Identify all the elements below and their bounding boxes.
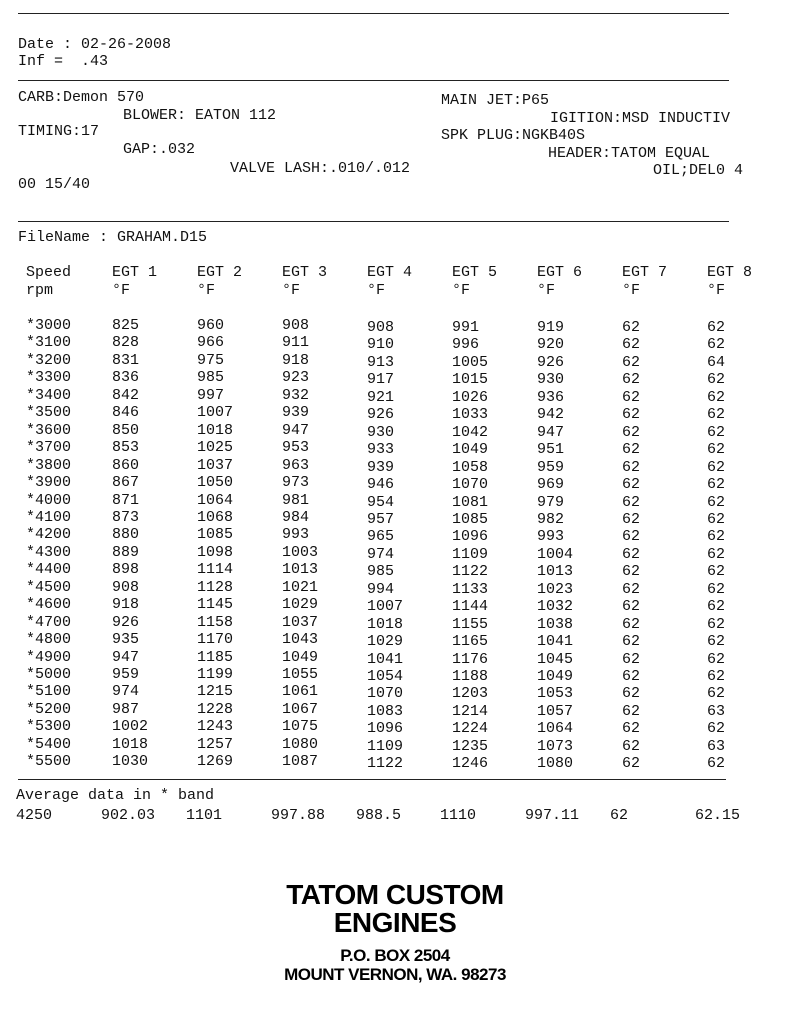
egt-cell: 63 [707,738,726,755]
egt-cell: 62 [622,633,641,650]
egt-cell: 1096 [452,528,489,545]
egt-cell: 1029 [282,596,319,613]
egt-cell: 930 [367,424,395,441]
egt-cell: 1070 [452,476,489,493]
egt-cell: 991 [452,319,480,336]
egt-cell: 908 [112,579,140,596]
egt-cell: 867 [112,474,140,491]
egt-cell: 1199 [197,666,234,683]
ignition-setting: IGITION:MSD INDUCTIV [550,110,731,127]
egt-cell: 62 [707,598,726,615]
egt-cell: 860 [112,457,140,474]
egt-cell: 1007 [197,404,234,421]
average-label: Average data in * band [16,787,215,804]
egt-cell: 62 [622,511,641,528]
egt-cell: 1133 [452,581,489,598]
egt-cell: 62 [622,703,641,720]
egt-cell: 62 [622,389,641,406]
egt-cell: 1109 [367,738,404,755]
egt-cell: 62 [707,528,726,545]
egt-cell: 62 [707,651,726,668]
egt-cell: 1025 [197,439,234,456]
egt-cell: 836 [112,369,140,386]
egt-cell: 1005 [452,354,489,371]
egt-cell: 62 [622,424,641,441]
rpm-cell: *5100 [26,683,72,700]
egt-cell: 1067 [282,701,319,718]
valve-lash-setting: VALVE LASH:.010/.012 [230,160,411,177]
egt-cell: 966 [197,334,225,351]
egt-cell: 1176 [452,651,489,668]
inf-line: Inf = .43 [18,53,109,70]
average-cell: 4250 [16,807,53,824]
rpm-cell: *4300 [26,544,72,561]
egt-cell: 1080 [537,755,574,772]
column-header: EGT 8 [707,264,753,281]
egt-cell: 910 [367,336,395,353]
egt-cell: 62 [707,406,726,423]
average-cell: 62.15 [695,807,741,824]
egt-cell: 1018 [367,616,404,633]
average-cell: 997.11 [525,807,580,824]
rpm-cell: *3900 [26,474,72,491]
egt-cell: 1049 [282,649,319,666]
egt-cell: 1049 [537,668,574,685]
average-cell: 1101 [186,807,223,824]
egt-cell: 63 [707,703,726,720]
egt-cell: 908 [367,319,395,336]
egt-cell: 1042 [452,424,489,441]
egt-cell: 1064 [197,492,234,509]
egt-cell: 62 [707,511,726,528]
column-header: EGT 4 [367,264,413,281]
egt-cell: 973 [282,474,310,491]
egt-cell: 1004 [537,546,574,563]
egt-cell: 1013 [537,563,574,580]
egt-cell: 1064 [537,720,574,737]
average-rule [18,779,726,780]
egt-cell: 1122 [452,563,489,580]
egt-cell: 1003 [282,544,319,561]
egt-cell: 969 [537,476,565,493]
egt-cell: 1087 [282,753,319,770]
egt-cell: 947 [282,422,310,439]
egt-cell: 908 [282,317,310,334]
egt-cell: 62 [622,371,641,388]
egt-cell: 1018 [112,736,149,753]
egt-cell: 64 [707,354,726,371]
egt-cell: 62 [622,336,641,353]
egt-cell: 62 [622,319,641,336]
rpm-cell: *3600 [26,422,72,439]
egt-cell: 939 [367,459,395,476]
egt-cell: 987 [112,701,140,718]
egt-cell: 923 [282,369,310,386]
egt-cell: 1055 [282,666,319,683]
egt-cell: 62 [622,354,641,371]
egt-cell: 62 [707,720,726,737]
egt-cell: 62 [707,459,726,476]
rpm-cell: *4500 [26,579,72,596]
egt-cell: 1109 [452,546,489,563]
egt-cell: 919 [537,319,565,336]
egt-cell: 953 [282,439,310,456]
egt-cell: 1158 [197,614,234,631]
egt-cell: 62 [707,336,726,353]
egt-cell: 1050 [197,474,234,491]
timing-setting: TIMING:17 [18,123,100,140]
egt-cell: 828 [112,334,140,351]
egt-cell: 982 [537,511,565,528]
company-name-line1: TATOM CUSTOM [286,879,504,910]
egt-cell: 846 [112,404,140,421]
carb-setting: CARB:Demon 570 [18,89,145,106]
rpm-cell: *4600 [26,596,72,613]
egt-cell: 1096 [367,720,404,737]
egt-cell: 62 [707,616,726,633]
egt-cell: 62 [622,755,641,772]
column-header: EGT 6 [537,264,583,281]
egt-cell: 1029 [367,633,404,650]
egt-cell: 951 [537,441,565,458]
egt-cell: 911 [282,334,310,351]
egt-cell: 975 [197,352,225,369]
egt-cell: 997 [197,387,225,404]
egt-cell: 1058 [452,459,489,476]
egt-cell: 1030 [112,753,149,770]
egt-cell: 1257 [197,736,234,753]
egt-cell: 1045 [537,651,574,668]
egt-cell: 1037 [282,614,319,631]
egt-cell: 1235 [452,738,489,755]
egt-cell: 62 [622,406,641,423]
egt-cell: 62 [622,685,641,702]
egt-cell: 921 [367,389,395,406]
egt-cell: 1041 [537,633,574,650]
rpm-cell: *4700 [26,614,72,631]
egt-cell: 62 [622,651,641,668]
egt-cell: 1053 [537,685,574,702]
egt-cell: 62 [707,319,726,336]
egt-cell: 62 [622,581,641,598]
egt-cell: 965 [367,528,395,545]
rpm-cell: *5300 [26,718,72,735]
gap-setting: GAP:.032 [123,141,196,158]
egt-cell: 935 [112,631,140,648]
column-header: EGT 2 [197,264,243,281]
egt-cell: 933 [367,441,395,458]
egt-cell: 957 [367,511,395,528]
rpm-cell: *3300 [26,369,72,386]
average-cell: 997.88 [271,807,326,824]
egt-cell: 984 [282,509,310,526]
egt-cell: 939 [282,404,310,421]
rpm-cell: *4200 [26,526,72,543]
egt-cell: 62 [622,459,641,476]
column-unit: °F [367,282,386,299]
egt-cell: 853 [112,439,140,456]
egt-cell: 1068 [197,509,234,526]
column-header: EGT 3 [282,264,328,281]
egt-cell: 1246 [452,755,489,772]
rpm-cell: *3500 [26,404,72,421]
egt-cell: 942 [537,406,565,423]
egt-cell: 1165 [452,633,489,650]
egt-cell: 974 [367,546,395,563]
egt-cell: 1203 [452,685,489,702]
egt-cell: 62 [707,563,726,580]
egt-cell: 62 [622,494,641,511]
egt-cell: 1215 [197,683,234,700]
egt-cell: 880 [112,526,140,543]
egt-cell: 1002 [112,718,149,735]
egt-cell: 1054 [367,668,404,685]
egt-cell: 1170 [197,631,234,648]
egt-cell: 947 [537,424,565,441]
egt-cell: 62 [622,563,641,580]
egt-cell: 920 [537,336,565,353]
egt-cell: 1080 [282,736,319,753]
company-address-line2: MOUNT VERNON, WA. 98273 [284,965,506,984]
egt-cell: 1013 [282,561,319,578]
egt-cell: 1155 [452,616,489,633]
date-line: Date : 02-26-2008 [18,36,172,53]
egt-cell: 918 [112,596,140,613]
egt-cell: 831 [112,352,140,369]
column-unit: rpm [26,282,54,299]
average-cell: 902.03 [101,807,156,824]
egt-cell: 1026 [452,389,489,406]
column-header: EGT 5 [452,264,498,281]
main-jet-setting: MAIN JET:P65 [441,92,550,109]
egt-cell: 926 [112,614,140,631]
egt-cell: 1049 [452,441,489,458]
egt-cell: 62 [707,668,726,685]
egt-cell: 62 [707,371,726,388]
egt-cell: 898 [112,561,140,578]
rpm-cell: *3700 [26,439,72,456]
egt-cell: 1214 [452,703,489,720]
company-name-line2: ENGINES [333,907,457,938]
egt-cell: 1083 [367,703,404,720]
rpm-cell: *5200 [26,701,72,718]
rpm-cell: *3100 [26,334,72,351]
egt-cell: 62 [622,441,641,458]
column-header: Speed [26,264,72,281]
header-setting: HEADER:TATOM EQUAL [548,145,711,162]
spark-plug-setting: SPK PLUG:NGKB40S [441,127,586,144]
egt-cell: 1243 [197,718,234,735]
egt-cell: 1007 [367,598,404,615]
egt-cell: 985 [367,563,395,580]
column-unit: °F [622,282,641,299]
egt-cell: 871 [112,492,140,509]
egt-cell: 913 [367,354,395,371]
egt-cell: 62 [707,494,726,511]
egt-cell: 1128 [197,579,234,596]
egt-cell: 985 [197,369,225,386]
average-cell: 62 [610,807,629,824]
egt-cell: 62 [707,476,726,493]
egt-cell: 1032 [537,598,574,615]
column-unit: °F [112,282,131,299]
oil-setting: OIL;DEL0 4 [653,162,744,179]
filename-line: FileName : GRAHAM.D15 [18,229,208,246]
egt-cell: 930 [537,371,565,388]
egt-cell: 62 [622,668,641,685]
rpm-cell: *4800 [26,631,72,648]
egt-cell: 1269 [197,753,234,770]
company-address-line1: P.O. BOX 2504 [340,946,450,965]
egt-cell: 62 [622,616,641,633]
egt-cell: 1033 [452,406,489,423]
egt-cell: 994 [367,581,395,598]
egt-cell: 959 [112,666,140,683]
oil-grade-setting: 00 15/40 [18,176,91,193]
egt-cell: 1144 [452,598,489,615]
egt-cell: 889 [112,544,140,561]
column-header: EGT 1 [112,264,158,281]
egt-cell: 62 [707,633,726,650]
egt-cell: 842 [112,387,140,404]
egt-cell: 947 [112,649,140,666]
egt-cell: 873 [112,509,140,526]
egt-cell: 954 [367,494,395,511]
egt-cell: 1145 [197,596,234,613]
egt-cell: 959 [537,459,565,476]
egt-cell: 62 [622,528,641,545]
egt-cell: 62 [707,546,726,563]
egt-cell: 996 [452,336,480,353]
egt-cell: 1043 [282,631,319,648]
egt-cell: 1114 [197,561,234,578]
average-cell: 1110 [440,807,477,824]
egt-cell: 1224 [452,720,489,737]
egt-cell: 974 [112,683,140,700]
egt-cell: 1021 [282,579,319,596]
egt-cell: 946 [367,476,395,493]
egt-cell: 1041 [367,651,404,668]
column-header: EGT 7 [622,264,668,281]
egt-cell: 1018 [197,422,234,439]
egt-cell: 62 [622,738,641,755]
egt-cell: 62 [622,720,641,737]
egt-cell: 1122 [367,755,404,772]
egt-cell: 1098 [197,544,234,561]
egt-cell: 926 [537,354,565,371]
rpm-cell: *4100 [26,509,72,526]
rpm-cell: *5000 [26,666,72,683]
egt-cell: 850 [112,422,140,439]
column-unit: °F [282,282,301,299]
egt-cell: 1073 [537,738,574,755]
egt-cell: 981 [282,492,310,509]
egt-cell: 1015 [452,371,489,388]
column-unit: °F [537,282,556,299]
rpm-cell: *3000 [26,317,72,334]
rpm-cell: *4000 [26,492,72,509]
egt-cell: 62 [707,581,726,598]
egt-cell: 960 [197,317,225,334]
column-unit: °F [452,282,471,299]
rpm-cell: *4400 [26,561,72,578]
egt-cell: 62 [707,441,726,458]
egt-cell: 1075 [282,718,319,735]
egt-cell: 926 [367,406,395,423]
egt-cell: 62 [622,598,641,615]
egt-cell: 917 [367,371,395,388]
egt-cell: 62 [622,546,641,563]
egt-cell: 979 [537,494,565,511]
rpm-cell: *3400 [26,387,72,404]
egt-cell: 1085 [197,526,234,543]
egt-cell: 1188 [452,668,489,685]
egt-cell: 1057 [537,703,574,720]
rpm-cell: *5400 [26,736,72,753]
egt-cell: 918 [282,352,310,369]
rpm-cell: *3800 [26,457,72,474]
egt-cell: 993 [282,526,310,543]
egt-cell: 1070 [367,685,404,702]
column-unit: °F [197,282,216,299]
egt-cell: 62 [622,476,641,493]
egt-cell: 936 [537,389,565,406]
rpm-cell: *3200 [26,352,72,369]
egt-cell: 1085 [452,511,489,528]
egt-cell: 1081 [452,494,489,511]
egt-cell: 993 [537,528,565,545]
egt-cell: 825 [112,317,140,334]
egt-cell: 62 [707,389,726,406]
egt-cell: 1023 [537,581,574,598]
egt-cell: 1061 [282,683,319,700]
average-cell: 988.5 [356,807,402,824]
egt-cell: 1228 [197,701,234,718]
column-unit: °F [707,282,726,299]
egt-cell: 963 [282,457,310,474]
egt-cell: 62 [707,424,726,441]
rpm-cell: *4900 [26,649,72,666]
egt-cell: 62 [707,755,726,772]
egt-cell: 1038 [537,616,574,633]
egt-cell: 62 [707,685,726,702]
rpm-cell: *5500 [26,753,72,770]
egt-cell: 1185 [197,649,234,666]
egt-cell: 932 [282,387,310,404]
egt-cell: 1037 [197,457,234,474]
blower-setting: BLOWER: EATON 112 [123,107,277,124]
